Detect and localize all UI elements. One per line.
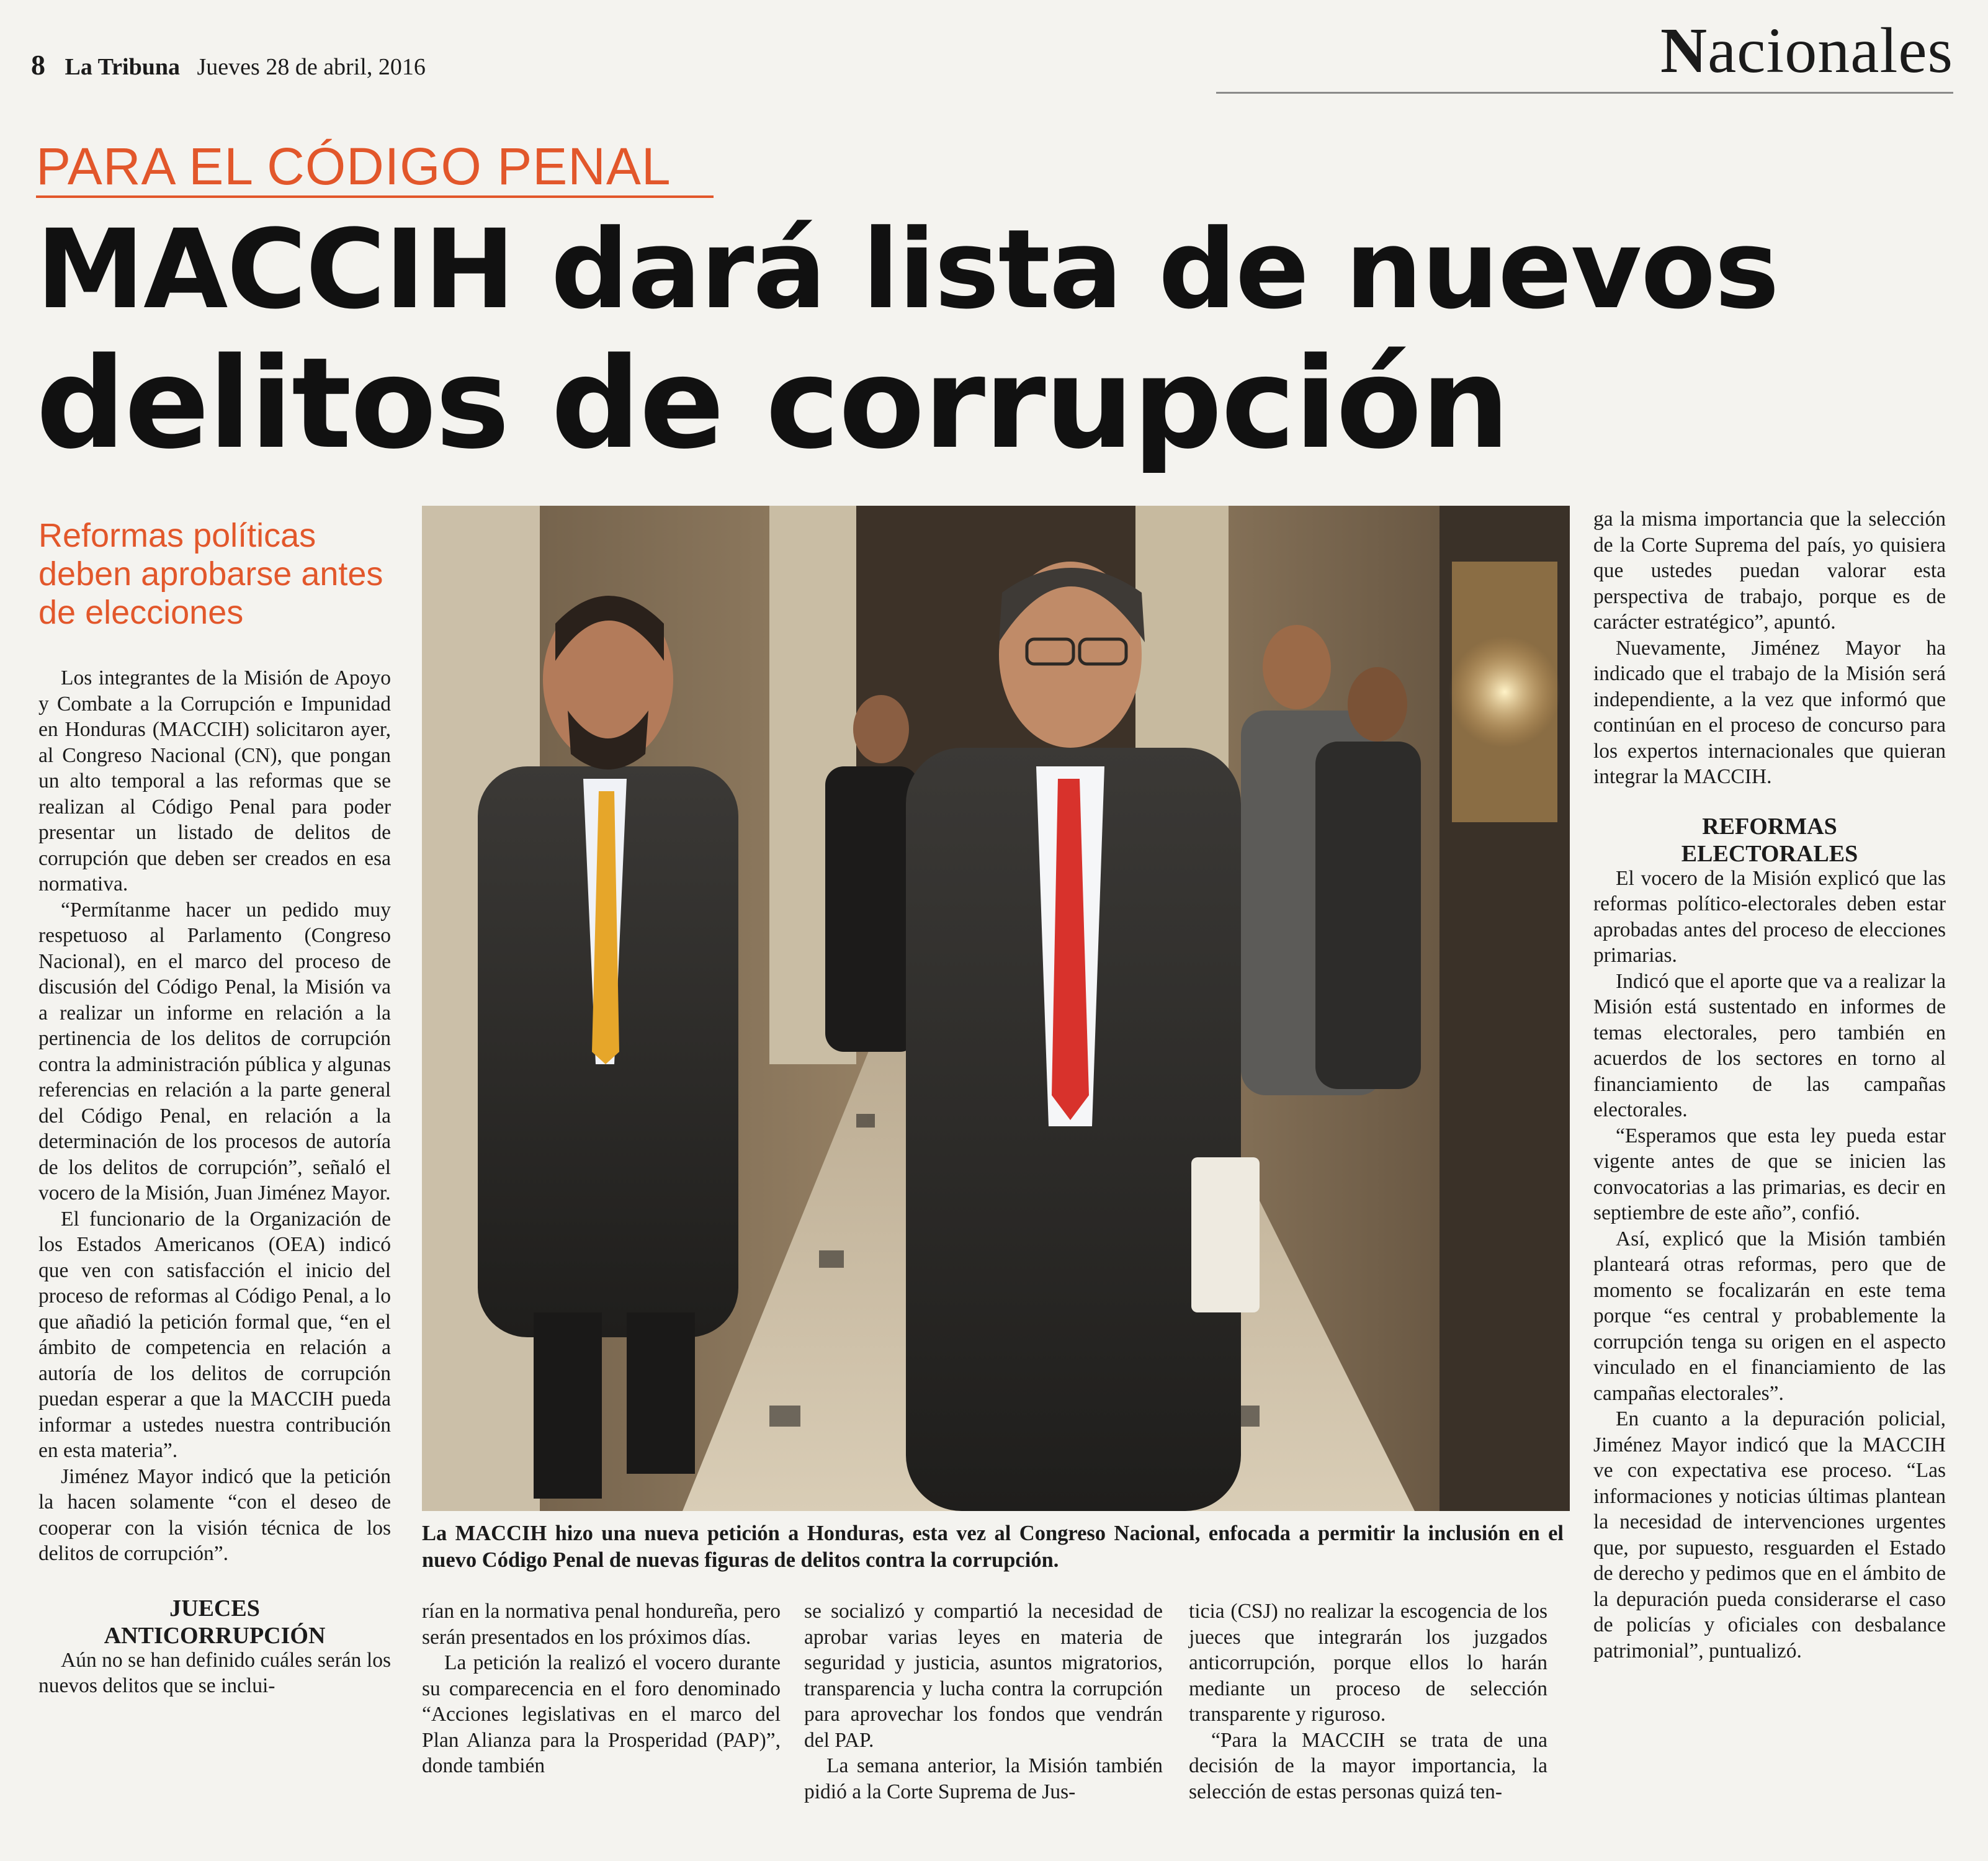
paragraph: El funcionario de la Organización de los Estados Americanos (OEA) indicó que ven con satisfacción el inicio del proceso de reformas al Código Penal, a lo que añadió la petición formal que, “en el ámbito de competencia en relación a autoría de los delitos de corrupción puedan esperar a que la MACCIH pueda informar a ustedes nuestra contribución en esta materia”. xyxy=(38,1207,391,1462)
article-column-3 xyxy=(804,1599,1163,1805)
paragraph: “Para la MACCIH se trata de una decisión de la mayor importancia, la selección de estas personas quizá ten- xyxy=(1189,1728,1547,1803)
headline-line-1: MACCIH dará lista de nuevos xyxy=(36,206,1778,333)
news-photo xyxy=(422,506,1570,1511)
section-initial: N xyxy=(1660,15,1708,86)
paragraph: La petición la realizó el vocero durante su comparecencia en el foro denominado “Acciones legislativas en el marco del Plan Alianza para la Prosperidad (PAP)”, donde también xyxy=(422,1651,781,1777)
headline-line-2: delitos de corrupción xyxy=(36,330,1509,477)
section-rest: acionales xyxy=(1708,15,1953,86)
subhead-electorales: ELECTORALES xyxy=(1681,840,1858,867)
subhead-anticorrupcion: ANTICORRUPCIÓN xyxy=(104,1622,326,1649)
page-number: 8 xyxy=(31,49,45,81)
subhead-reformas: REFORMAS xyxy=(1702,813,1837,840)
hotel-corridor-photo xyxy=(422,506,1570,1511)
paragraph: Nuevamente, Jiménez Mayor ha indicado que el trabajo de la Misión será independiente, a la vez que informó que continúan en el proceso de concurso para los expertos internacionales que quieran integrar la MACCIH. xyxy=(1593,636,1946,788)
issue-date: Jueves 28 de abril, 2016 xyxy=(197,54,426,80)
photo-caption: La MACCIH hizo una nueva petición a Honduras, esta vez al Congreso Nacional, enfocada a permitir la inclusión en el nuevo Código Penal de nuevas figuras de delitos contra la corrupción. xyxy=(422,1522,1564,1572)
paragraph: se socializó y compartió la necesidad de aprobar varias leyes en materia de seguridad y justicia, asuntos migratorios, transparencia y lucha contra la corrupción para aprovechar los fondos que vendrán del PAP. xyxy=(804,1600,1163,1752)
paragraph: En cuanto a la depuración policial, Jiménez Mayor indicó que la MACCIH ve con expectativa ese proceso. “Las informaciones y noticias últimas plantean la necesidad de intervenciones urgentes que, por supuesto, resguarden el Estado de derecho y pedimos que en el ámbito de la depuración pueda considerarse el caso de policías y oficiales con desbalance patrimonial”, puntualizó. xyxy=(1593,1407,1946,1662)
paragraph: rían en la normativa penal hondureña, pero serán presentados en los próximos días. xyxy=(422,1600,781,1649)
subhead-jueces: JUECES xyxy=(169,1595,260,1621)
subheadline: Reformas políticas deben aprobarse antes de elecciones xyxy=(38,517,383,631)
masthead xyxy=(31,48,426,81)
kicker: PARA EL CÓDIGO PENAL xyxy=(36,137,671,195)
paragraph: ticia (CSJ) no realizar la escogencia de los jueces que integrarán los juzgados anticorrupción, porque ellos lo harán mediante un proceso de selección transparente y riguroso. xyxy=(1189,1600,1547,1726)
paragraph: El vocero de la Misión explicó que las reformas político-electorales deben estar aprobadas antes del proceso de elecciones primarias. xyxy=(1593,866,1946,967)
article-column-2 xyxy=(422,1599,781,1779)
paragraph: Así, explicó que la Misión también planteará otras reformas, pero que de momento se focalizarán en este tema porque “es central y probablemente la corrupción tenga su origen en el aspecto vinculado en el financiamiento de las campañas electorales”. xyxy=(1593,1227,1946,1405)
paragraph: ga la misma importancia que la selección de la Corte Suprema del país, yo quisiera que ustedes puedan valorar esta perspectiva de trabajo, porque es de carácter estratégico”, apuntó. xyxy=(1593,508,1946,634)
paragraph: Indicó que el aporte que va a realizar la Misión está sustentado en informes de temas electorales, pero también en acuerdos de los sectores en torno al financiamiento de las campañas electorales. xyxy=(1593,969,1946,1121)
paragraph: Jiménez Mayor indicó que la petición la hacen solamente “con el deseo de cooperar con la visión técnica de los delitos de corrupción”. xyxy=(38,1464,391,1565)
paragraph: “Permítanme hacer un pedido muy respetuoso al Parlamento (Congreso Nacional), en el marco del proceso de discusión del Código Penal, la Misión va a realizar un informe en relación a la pertinencia de los delitos de corrupción contra la administración pública y algunas referencias en relación a la parte general del Código Penal, en relación a la determinación de los procesos de autoría de los delitos de corrupción”, señaló el vocero de la Misión, Juan Jiménez Mayor. xyxy=(38,898,391,1204)
article-column-4 xyxy=(1189,1599,1547,1805)
kicker-underline xyxy=(36,195,714,198)
article-column-5 xyxy=(1593,506,1946,1664)
paragraph: La semana anterior, la Misión también pidió a la Corte Suprema de Jus- xyxy=(804,1754,1163,1803)
section-rule xyxy=(1216,92,1953,94)
section-title xyxy=(1660,14,1953,87)
paragraph: “Esperamos que esta ley pueda estar vigente antes de que se inicien las convocatorias a las primarias, es decir en septiembre de este año”, confió. xyxy=(1593,1124,1946,1224)
newspaper-name: La Tribuna xyxy=(65,54,181,80)
article-column-1 xyxy=(38,665,391,1699)
paragraph: Aún no se han definido cuáles serán los nuevos delitos que se inclui- xyxy=(38,1648,391,1697)
paragraph: Los integrantes de la Misión de Apoyo y Combate a la Corrupción e Impunidad en Honduras (MACCIH) solicitaron ayer, al Congreso Nacional (CN), que pongan un alto temporal a las reformas que se realizan al Código Penal para poder presentar un listado de delitos de corrupción que deben ser creados en esa normativa. xyxy=(38,666,391,895)
